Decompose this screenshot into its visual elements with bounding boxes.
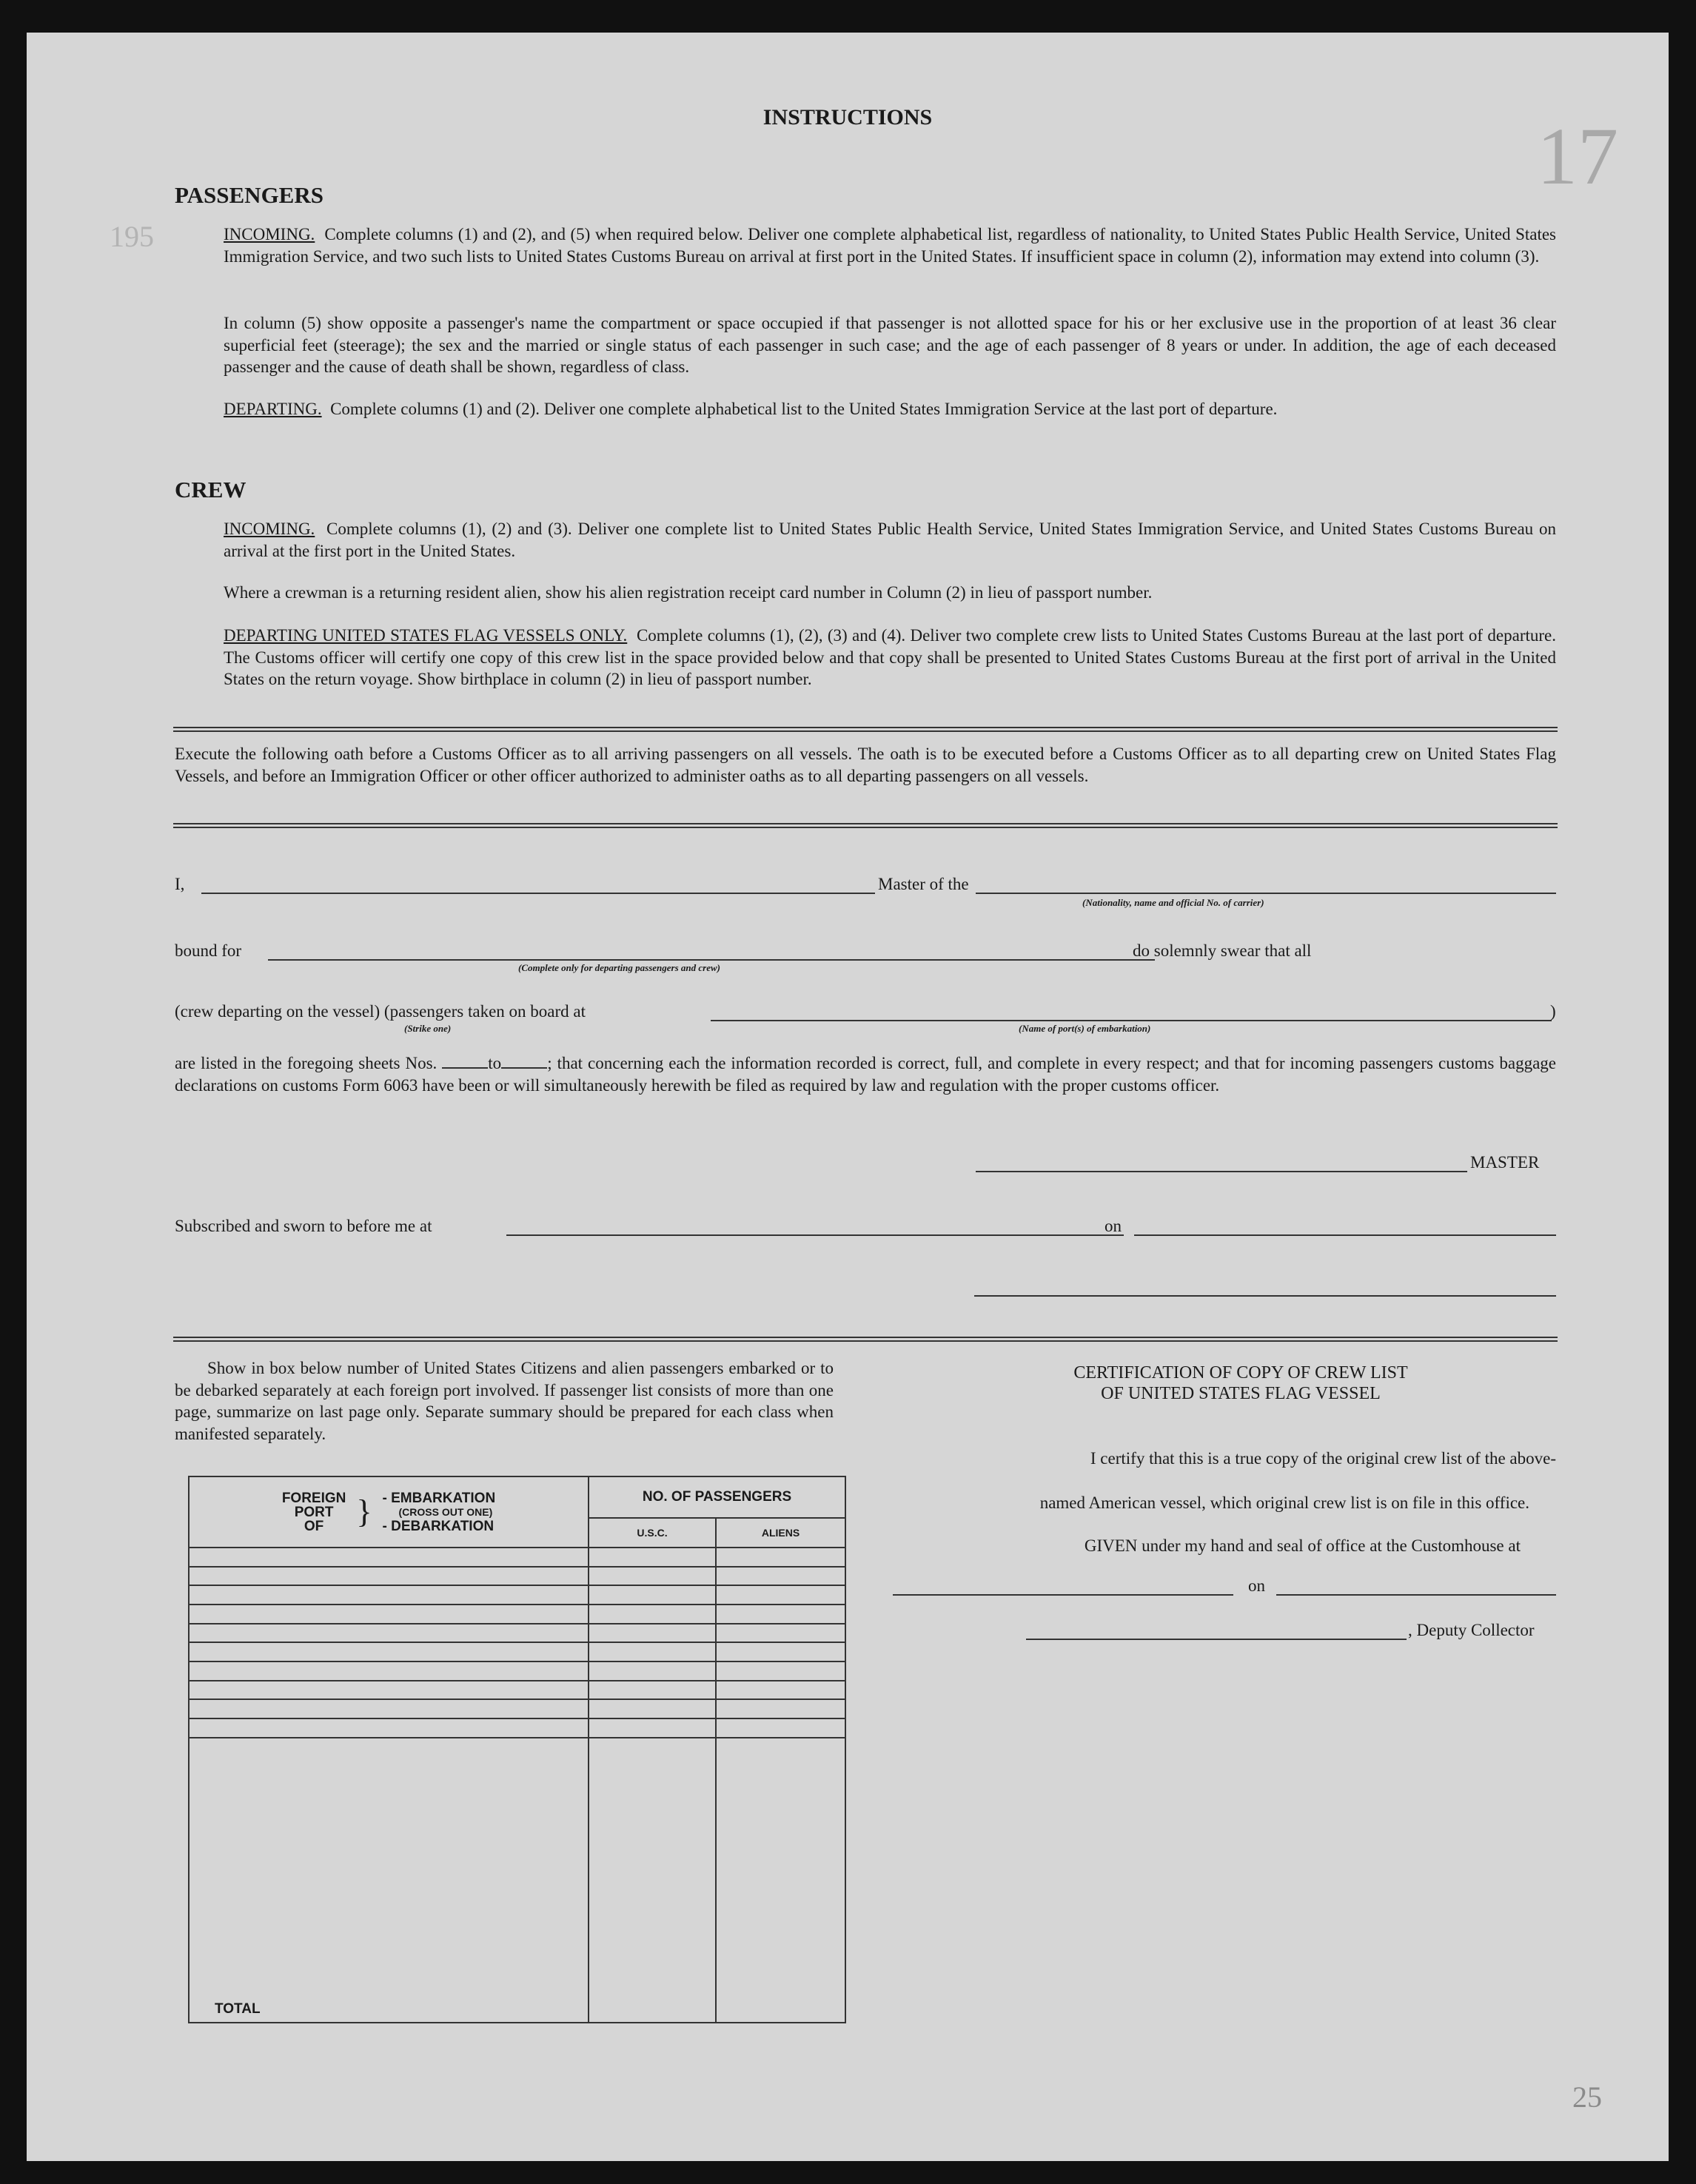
given-line: GIVEN under my hand and seal of office at the Customhouse at	[1084, 1536, 1521, 1555]
foreign-port-header	[189, 1476, 589, 1548]
usc-cell[interactable]	[589, 1681, 716, 1700]
crew-heading: CREW	[175, 477, 247, 503]
passengers-heading: PASSENGERS	[175, 182, 324, 208]
aliens-cell[interactable]	[716, 1585, 845, 1605]
total-usc-cell[interactable]	[589, 1738, 716, 2023]
port-cell[interactable]	[189, 1624, 589, 1643]
aliens-cell[interactable]	[716, 1699, 845, 1718]
are-listed-paragraph	[175, 1052, 1556, 1096]
of-label: OF	[304, 1518, 324, 1534]
aliens-cell[interactable]	[716, 1548, 845, 1567]
sworn-on-label: on	[1105, 1217, 1122, 1235]
crew-resident-paragraph: Where a crewman is a returning resident alien, show his alien registration receipt card number in Column (2) in lieu of passport number.	[224, 583, 1153, 602]
master-name-field[interactable]	[201, 893, 875, 894]
certification-title-line1: CERTIFICATION OF COPY OF CREW LIST	[1073, 1363, 1408, 1382]
page-title: INSTRUCTIONS	[762, 105, 933, 130]
certification-date-field[interactable]	[1276, 1594, 1556, 1596]
sheet-to-field[interactable]	[501, 1067, 547, 1069]
table-row	[189, 1642, 845, 1661]
total-row	[189, 1738, 845, 2023]
carrier-field[interactable]	[976, 893, 1556, 894]
cross-out-note: (CROSS OUT ONE)	[398, 1505, 493, 1518]
table-row	[189, 1624, 845, 1643]
usc-cell[interactable]	[589, 1567, 716, 1586]
usc-cell[interactable]	[589, 1548, 716, 1567]
master-of-the-label: Master of the	[878, 875, 969, 893]
deputy-signature-field[interactable]	[1026, 1639, 1407, 1640]
usc-header: U.S.C.	[589, 1518, 716, 1548]
total-label-cell	[189, 1738, 589, 2023]
passengers-departing-label: DEPARTING.	[224, 400, 322, 418]
port-label: PORT	[294, 1504, 334, 1520]
divider	[173, 1337, 1558, 1342]
customhouse-field[interactable]	[893, 1594, 1233, 1596]
brace-glyph: }	[356, 1493, 372, 1530]
port-cell[interactable]	[189, 1567, 589, 1586]
aliens-cell[interactable]	[716, 1567, 845, 1586]
divider	[173, 727, 1558, 732]
certification-on-label: on	[1248, 1576, 1265, 1595]
carrier-note: (Nationality, name and official No. of carrier)	[1082, 897, 1264, 908]
aliens-cell[interactable]	[716, 1624, 845, 1643]
oath-instructions: Execute the following oath before a Customs Officer as to all arriving passengers on all vessels. The oath is to be executed before a Customs Officer as to all departing crew on United States Flag Vessels, and before an Immigration Officer or other officer authorized to administer oaths as to all departing passengers on all vessels.	[175, 745, 1556, 785]
table-row	[189, 1681, 845, 1700]
usc-cell[interactable]	[589, 1624, 716, 1643]
table-row	[189, 1548, 845, 1567]
bound-for-label: bound for	[175, 941, 242, 960]
table-row	[189, 1605, 845, 1624]
crew-incoming-text: Complete columns (1), (2) and (3). Deliver one complete list to United States Public Health Service, United States Immigration Service, and United States Customs Bureau on arrival at the first port in the United States.	[224, 520, 1557, 560]
port-cell[interactable]	[189, 1585, 589, 1605]
port-cell[interactable]	[189, 1681, 589, 1700]
total-aliens-cell[interactable]	[716, 1738, 845, 2023]
table-row	[189, 1699, 845, 1718]
divider	[173, 823, 1558, 828]
named-vessel-line: named American vessel, which original crew list is on file in this office.	[1039, 1493, 1529, 1512]
crew-departing-text: Complete columns (1), (2), (3) and (4). Deliver two complete crew lists to United States Customs Bureau at the last port of departure. The Customs officer will certify one copy of this crew list in the space provided below and that copy shall be presented to United States Customs Bureau at the first port of arrival in the United States on the return voyage. Show birthplace in column (2) in lieu of passport number.	[224, 626, 1557, 688]
debarkation-label: - DEBARKATION	[382, 1518, 495, 1534]
crew-incoming-label: INCOMING.	[224, 520, 315, 538]
port-cell[interactable]	[189, 1661, 589, 1681]
passenger-summary-table	[188, 1476, 846, 2023]
table-row	[189, 1661, 845, 1681]
usc-cell[interactable]	[589, 1661, 716, 1681]
folio-number: 17	[1537, 111, 1618, 201]
subscribed-label: Subscribed and sworn to before me at	[175, 1217, 432, 1235]
usc-cell[interactable]	[589, 1699, 716, 1718]
aliens-cell[interactable]	[716, 1718, 845, 1738]
to-label: to	[488, 1054, 502, 1072]
no-of-passengers-header: NO. OF PASSENGERS	[589, 1476, 845, 1518]
bound-for-note: (Complete only for departing passengers and crew)	[518, 962, 720, 973]
concerning-text: ; that concerning each the information recorded is correct, full, and complete in every respect; and that for incoming passengers customs baggage declarations on customs Form 6063 have been or will simultaneously herewith be filed as required by law and regulation with the proper customs officer.	[175, 1054, 1556, 1095]
passengers-incoming-paragraph	[224, 224, 1556, 267]
aliens-cell[interactable]	[716, 1605, 845, 1624]
passengers-incoming-label: INCOMING.	[224, 225, 315, 243]
passengers-column5-paragraph: In column (5) show opposite a passenger's name the compartment or space occupied if that passenger is not allotted space for his or her exclusive use in the proportion of at least 36 clear superficial feet (steerage); the sex and the married or single status of each passenger in such case; and the age of each passenger of 8 years or under. In addition, the age of each deceased passenger and the cause of death shall be shown, regardless of class.	[224, 314, 1556, 376]
officer-signature-field[interactable]	[974, 1295, 1556, 1297]
table-row	[189, 1718, 845, 1738]
certify-line: I certify that this is a true copy of the original crew list of the above-	[1090, 1449, 1556, 1468]
usc-cell[interactable]	[589, 1718, 716, 1738]
close-paren: )	[1550, 1002, 1556, 1021]
document-page	[27, 33, 1669, 2161]
passengers-incoming-text: Complete columns (1) and (2), and (5) when required below. Deliver one complete alphabetical list, regardless of nationality, to United States Public Health Service, United States Immigration Service, and two such lists to United States Customs Bureau on arrival at first port in the United States. If insufficient space in column (2), information may extend into column (3).	[224, 225, 1557, 266]
embarkation-label: - EMBARKATION	[382, 1490, 496, 1506]
usc-cell[interactable]	[589, 1642, 716, 1661]
bound-for-field[interactable]	[268, 959, 1155, 961]
do-solemnly-label: do solemnly swear that all	[1133, 941, 1312, 960]
certification-title-line2: OF UNITED STATES FLAG VESSEL	[1101, 1384, 1381, 1403]
aliens-cell[interactable]	[716, 1681, 845, 1700]
port-cell[interactable]	[189, 1699, 589, 1718]
total-label: TOTAL	[215, 2001, 261, 2017]
foreign-label: FOREIGN	[281, 1490, 346, 1506]
crew-departing-label: (crew departing on the vessel) (passengers taken on board at	[175, 1002, 586, 1021]
stamp-number: 195	[110, 220, 154, 253]
table-row	[189, 1585, 845, 1605]
aliens-cell[interactable]	[716, 1661, 845, 1681]
port-cell[interactable]	[189, 1642, 589, 1661]
port-cell[interactable]	[189, 1605, 589, 1624]
passengers-departing-paragraph	[224, 398, 1556, 420]
port-cell[interactable]	[189, 1718, 589, 1738]
sheet-from-field[interactable]	[442, 1067, 488, 1069]
usc-cell[interactable]	[589, 1605, 716, 1624]
passengers-departing-text: Complete columns (1) and (2). Deliver one complete alphabetical list to the United States Immigration Service at the last port of departure.	[330, 400, 1278, 418]
embarkation-ports-field[interactable]	[711, 1020, 1552, 1021]
oath-i-label: I,	[175, 875, 185, 893]
usc-cell[interactable]	[589, 1585, 716, 1605]
crew-incoming-paragraph	[224, 518, 1556, 562]
page-number: 25	[1572, 2080, 1602, 2114]
are-listed-text: are listed in the foregoing sheets Nos.	[175, 1054, 438, 1072]
sworn-date-field[interactable]	[1134, 1234, 1556, 1236]
aliens-header: ALIENS	[716, 1518, 845, 1548]
crew-departing-paragraph	[224, 625, 1556, 691]
table-row	[189, 1567, 845, 1586]
summary-instructions: Show in box below number of United States Citizens and alien passengers embarked or to be debarked separately at each foreign port involved. If passenger list consists of more than one page, summarize on last page only. Separate summary should be prepared for each class when manifested separately.	[175, 1359, 834, 1443]
deputy-collector-label: , Deputy Collector	[1408, 1621, 1535, 1639]
ports-note: (Name of port(s) of embarkation)	[1019, 1023, 1151, 1034]
master-signature-field[interactable]	[976, 1171, 1467, 1172]
sworn-place-field[interactable]	[506, 1234, 1124, 1236]
aliens-cell[interactable]	[716, 1642, 845, 1661]
port-cell[interactable]	[189, 1548, 589, 1567]
strike-one-note: (Strike one)	[404, 1023, 452, 1034]
master-label: MASTER	[1470, 1153, 1540, 1172]
crew-departing-label: DEPARTING UNITED STATES FLAG VESSELS ONLY.	[224, 626, 628, 645]
